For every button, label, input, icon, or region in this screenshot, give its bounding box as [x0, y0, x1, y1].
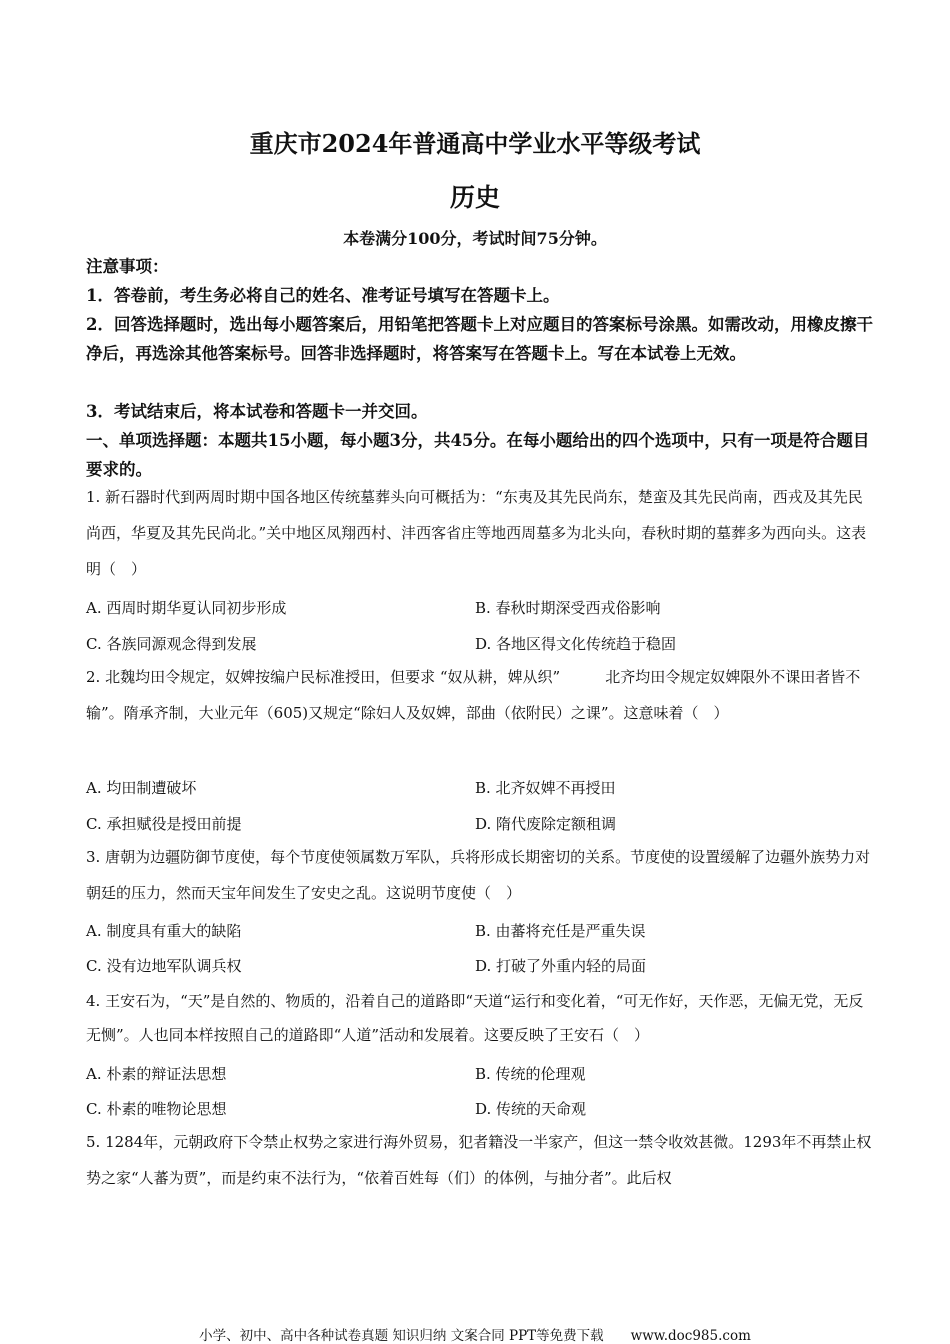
question-4-option-a: A. 朴素的辩证法思想	[86, 1065, 227, 1083]
question-1-option-c: C. 各族同源观念得到发展	[86, 635, 257, 653]
question-3-option-d: D. 打破了外重内轻的局面	[475, 957, 647, 975]
question-1-option-b: B. 春秋时期深受西戎俗影响	[475, 599, 661, 617]
notice-item-3: 3．考试结束后，将本试卷和答题卡一并交回。	[86, 402, 428, 421]
question-4-option-c: C. 朴素的唯物论思想	[86, 1100, 227, 1118]
question-2-stem: 2. 北魏均田令规定，奴婢按编户民标准授田，但要求 “奴从耕，婢从织” 北齐均田令规定奴婢限外不课田者皆不输”。隋承齐制，大业元年（605)又规定“除妇人及奴婢，部曲（依附民）之课”。这意味着（ ）	[86, 668, 861, 722]
question-4-option-b: B. 传统的伦理观	[475, 1065, 586, 1083]
notice-item-2: 2．回答选择题时，选出每小题答案后，用铅笔把答题卡上对应题目的答案标号涂黑。如需改动，用橡皮擦干净后，再选涂其他答案标号。回答非选择题时，将答案写在答题卡上。写在本试卷上无效。	[86, 315, 873, 363]
subject-title: 历史	[449, 183, 500, 212]
question-2-option-b: B. 北齐奴婢不再授田	[475, 779, 616, 797]
question-4-stem: 4. 王安石为，“天”是自然的、物质的，沿着自己的道路即“天道“运行和变化着，“可无作好，天作恶，无偏无党，无反无恻”。人也同本样按照自己的道路即“人道”活动和发展着。这要反映了王安石（ ）	[86, 992, 864, 1044]
question-1-option-d: D. 各地区得文化传统趋于稳固	[475, 635, 677, 653]
question-3-option-c: C. 没有边地军队调兵权	[86, 957, 242, 975]
question-1-stem: 1. 新石器时代到两周时期中国各地区传统墓葬头向可概括为：“东夷及其先民尚东，楚蛮及其先民尚南，西戎及其先民尚西，华夏及其先民尚北。”关中地区凤翔西村、沣西客省庄等地西周墓多为北头向，春秋时期的墓葬多为西向头。这表明（ ）	[86, 488, 867, 578]
page-footer: 小学、初中、高中各种试卷真题 知识归纳 文案合同 PPT等免费下载 www.doc985.com	[199, 1328, 751, 1344]
question-3-option-b: B. 由蕃将充任是严重失误	[475, 922, 646, 940]
question-2-option-d: D. 隋代废除定额租调	[475, 815, 617, 833]
notice-item-1: 1．答卷前，考生务必将自己的姓名、准考证号填写在答题卡上。	[86, 286, 560, 305]
exam-title: 重庆市2024年普通高中学业水平等级考试	[249, 129, 701, 158]
score-info: 本卷满分100分，考试时间75分钟。	[343, 229, 607, 248]
section-heading: 一、单项选择题：本题共15小题，每小题3分，共45分。在每小题给出的四个选项中，只有一项是符合题目要求的。	[86, 431, 870, 479]
question-1-option-a: A. 西周时期华夏认同初步形成	[86, 599, 287, 617]
question-5-stem: 5. 1284年，元朝政府下令禁止权势之家进行海外贸易，犯者籍没一半家产，但这一禁令收效甚微。1293年不再禁止权势之家“人蕃为贾”，而是约束不法行为，“依着百姓每（们）的体例，与抽分者”。此后权	[86, 1133, 872, 1187]
question-3-option-a: A. 制度具有重大的缺陷	[86, 922, 242, 940]
notice-heading: 注意事项：	[86, 257, 169, 276]
question-3-stem: 3. 唐朝为边疆防御节度使，每个节度使领属数万军队，兵将形成长期密切的关系。节度使的设置缓解了边疆外族势力对朝廷的压力，然而天宝年间发生了安史之乱。这说明节度使（ ）	[86, 848, 871, 902]
question-2-option-c: C. 承担赋役是授田前提	[86, 815, 242, 833]
question-4-option-d: D. 传统的天命观	[475, 1100, 587, 1118]
question-2-option-a: A. 均田制遭破坏	[86, 779, 197, 797]
